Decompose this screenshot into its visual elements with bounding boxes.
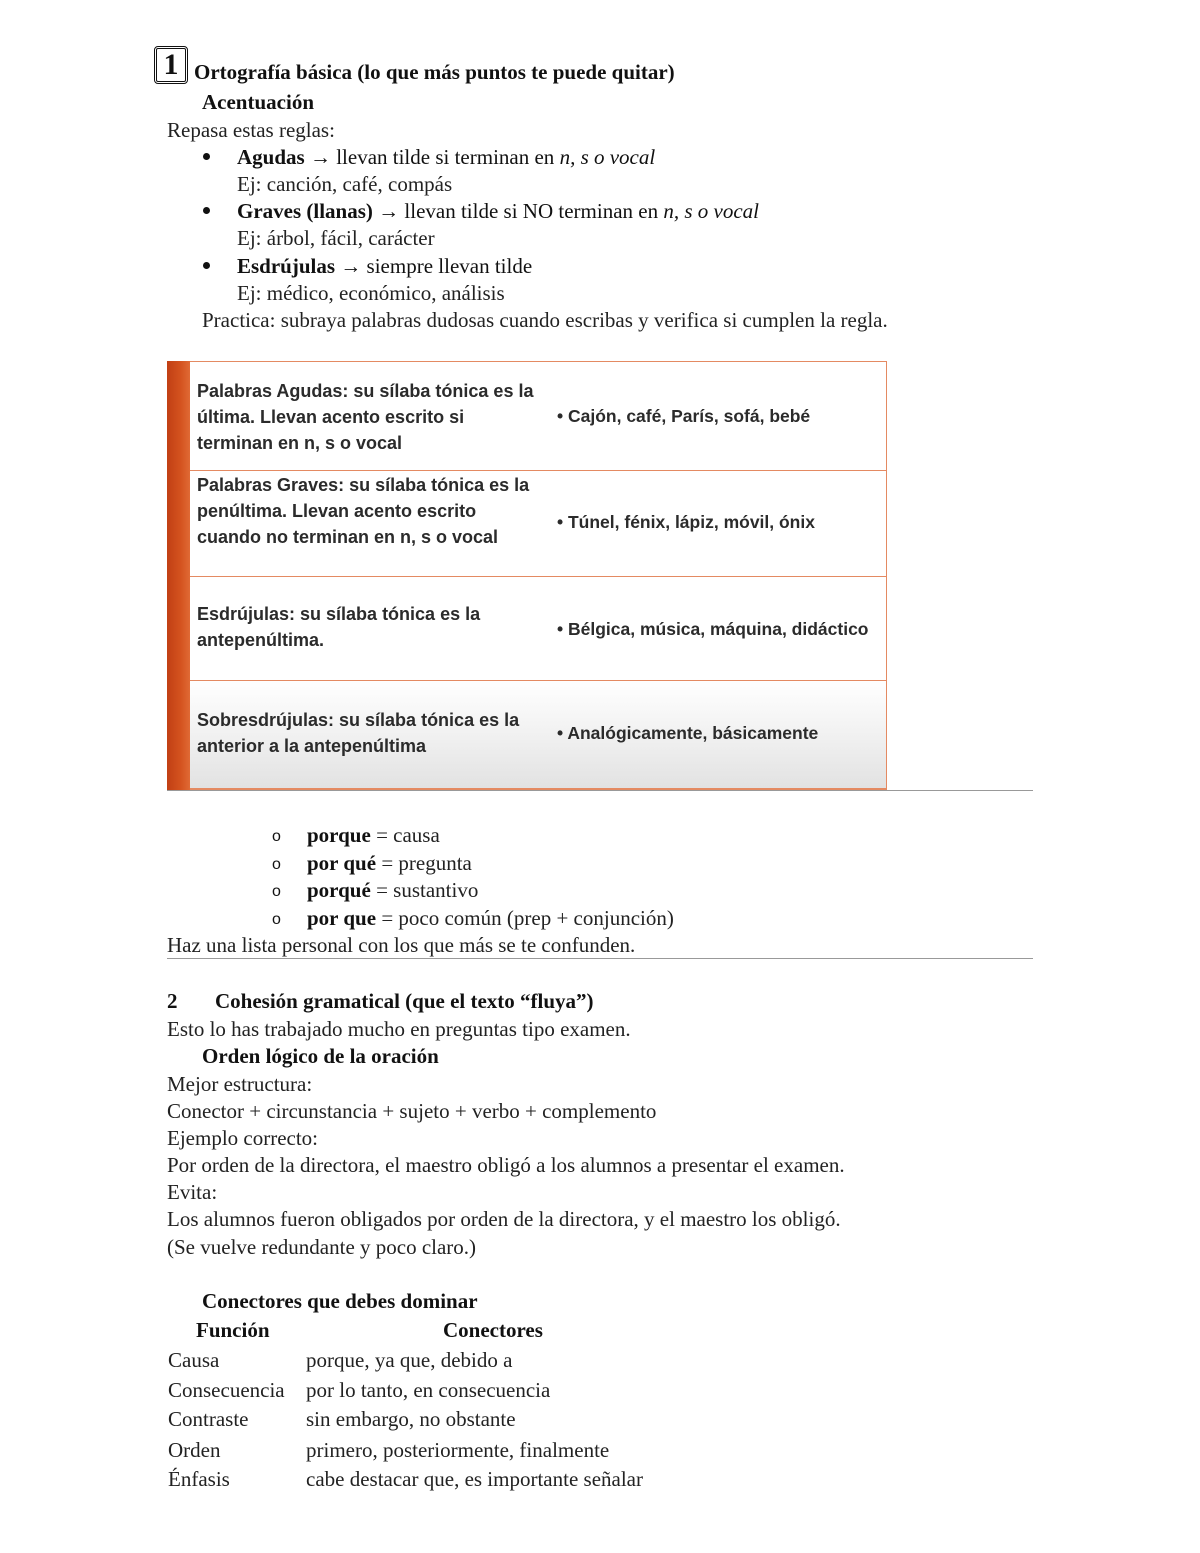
body-line: Ejemplo correcto: [167, 1126, 319, 1150]
accent-row-agudas [190, 361, 887, 470]
accent-examples: • Cajón, café, París, sofá, bebé [557, 406, 811, 426]
connector-function: Contraste [168, 1407, 249, 1431]
accent-rule: Palabras Agudas: su sílaba tónica es la última. Llevan acento escrito si terminan en n, s o vocal [197, 381, 534, 453]
porque-item [307, 880, 478, 901]
porque-term: porque [307, 823, 371, 847]
connector-function: Causa [168, 1348, 220, 1372]
rule-example: Ej: árbol, fácil, carácter [237, 226, 435, 250]
rule-esdrujulas [237, 256, 532, 277]
body-line: Mejor estructura: [167, 1072, 313, 1096]
porque-term: por que [307, 906, 377, 930]
rules-intro: Repasa estas reglas: [167, 118, 335, 142]
section-1-number: 1 [154, 46, 188, 84]
connector-function: Consecuencia [168, 1378, 285, 1402]
rule-example: Ej: médico, económico, análisis [237, 281, 505, 305]
section-2-number: 2 [167, 989, 178, 1013]
rule-italic: n, s o vocal [559, 145, 656, 169]
arrow-icon: → [335, 254, 367, 278]
rule-term: Agudas [237, 145, 305, 169]
divider [167, 958, 1033, 959]
body-line: Evita: [167, 1180, 218, 1204]
connectors-title: Conectores que debes dominar [202, 1289, 478, 1313]
rule-text: llevan tilde si NO terminan en [404, 199, 664, 223]
porque-note: Haz una lista personal con los que más se te confunden. [167, 933, 636, 957]
accent-examples: • Bélgica, música, máquina, didáctico [557, 619, 869, 639]
body-line: Los alumnos fueron obligados por orden de la directora, y el maestro los obligó. [167, 1207, 841, 1231]
rule-agudas [237, 147, 655, 168]
connectors-header-function: Función [196, 1318, 270, 1342]
circle-bullet-icon: o [272, 911, 281, 928]
rule-graves [237, 201, 759, 222]
circle-bullet-icon: o [272, 856, 281, 873]
practice-note: Practica: subraya palabras dudosas cuando escribas y verifica si cumplen la regla. [202, 308, 888, 332]
porque-item [307, 825, 440, 846]
rule-term: Esdrújulas [237, 254, 336, 278]
order-subtitle: Orden lógico de la oración [202, 1044, 439, 1068]
accent-row-esdrujulas [190, 576, 887, 680]
arrow-icon: → [304, 145, 337, 169]
section-1-title: Ortografía básica (lo que más puntos te puede quitar) [194, 60, 675, 84]
accent-row-graves [190, 470, 887, 576]
connector-words: por lo tanto, en consecuencia [306, 1378, 551, 1402]
accent-row-sobresdrujulas [190, 680, 887, 790]
porque-item [307, 908, 674, 929]
bullet-icon [203, 207, 210, 214]
arrow-icon: → [372, 199, 405, 223]
body-line: Por orden de la directora, el maestro obligó a los alumnos a presentar el examen. [167, 1153, 845, 1177]
connector-words: cabe destacar que, es importante señalar [306, 1467, 643, 1491]
divider [167, 790, 1033, 791]
porque-meaning: = causa [370, 823, 440, 847]
porque-item [307, 853, 472, 874]
accent-rule: Sobresdrújulas: su sílaba tónica es la anterior a la antepenúltima [197, 710, 520, 756]
rule-term: Graves (llanas) [237, 199, 373, 223]
connector-function: Orden [168, 1438, 221, 1462]
accent-examples: • Analógicamente, básicamente [557, 723, 819, 743]
accentuation-subtitle: Acentuación [202, 90, 314, 114]
connector-words: sin embargo, no obstante [306, 1407, 516, 1431]
rule-text: siempre llevan tilde [366, 254, 533, 278]
porque-meaning: = pregunta [376, 851, 472, 875]
accent-rules-table [167, 361, 887, 790]
accent-examples: • Túnel, fénix, lápiz, móvil, ónix [557, 512, 815, 532]
bullet-icon [203, 153, 210, 160]
rule-italic: n, s o vocal [663, 199, 759, 223]
porque-meaning: = sustantivo [370, 878, 479, 902]
connector-function: Énfasis [168, 1467, 230, 1491]
bullet-icon [203, 262, 210, 269]
circle-bullet-icon: o [272, 883, 281, 900]
section-2-intro: Esto lo has trabajado mucho en preguntas tipo examen. [167, 1017, 631, 1041]
rule-text: llevan tilde si terminan en [336, 145, 560, 169]
body-line: Conector + circunstancia + sujeto + verbo + complemento [167, 1099, 657, 1123]
accent-table-bar [167, 361, 190, 790]
porque-meaning: = poco común (prep + conjunción) [376, 906, 674, 930]
accent-rule: Palabras Graves: su sílaba tónica es la penúltima. Llevan acento escrito cuando no terminan en n, s o vocal [197, 475, 530, 547]
porque-term: por qué [307, 851, 377, 875]
accent-rule: Esdrújulas: su sílaba tónica es la antepenúltima. [197, 604, 481, 650]
connectors-header-connectors: Conectores [443, 1318, 543, 1342]
body-line: (Se vuelve redundante y poco claro.) [167, 1235, 477, 1259]
connector-words: porque, ya que, debido a [306, 1348, 513, 1372]
rule-example: Ej: canción, café, compás [237, 172, 453, 196]
section-2-title: Cohesión gramatical (que el texto “fluya”) [215, 989, 594, 1013]
circle-bullet-icon: o [272, 828, 281, 845]
connector-words: primero, posteriormente, finalmente [306, 1438, 610, 1462]
porque-term: porqué [307, 878, 371, 902]
